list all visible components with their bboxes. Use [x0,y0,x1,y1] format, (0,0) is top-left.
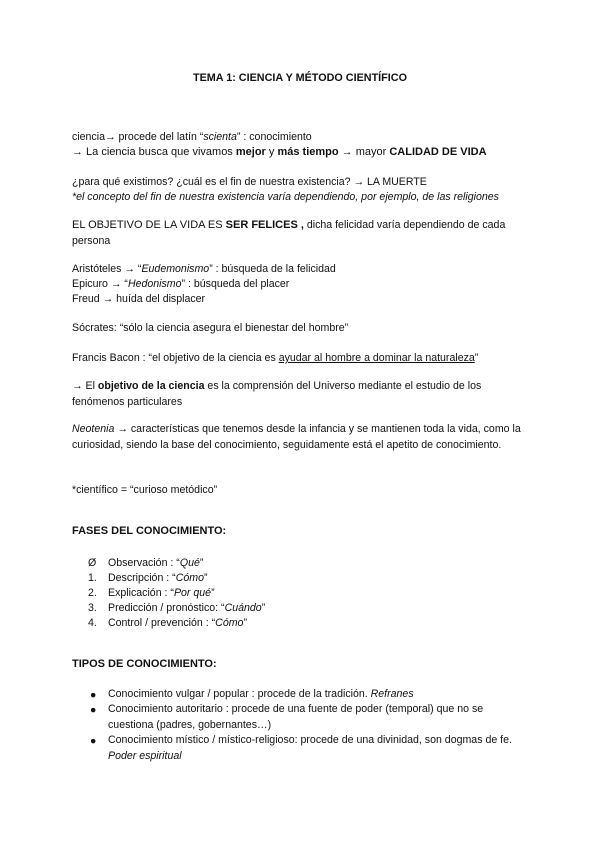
neotenia-paragraph [72,422,532,453]
bullet-marker: ● [90,689,97,701]
phases-heading: FASES DEL CONOCIMIENTO: [72,525,227,537]
science-objective-a: → El [72,380,98,392]
science-objective-c: es la comprensión del Universo mediante el estudio de los fenómenos particulares [72,380,482,408]
philosopher-pre: Freud → huída del displacer [72,293,206,305]
type-item [108,733,528,764]
bacon-quote [72,352,478,365]
phase-post: ” [261,602,266,614]
goal-text-f: CALIDAD DE VIDA [389,146,487,158]
socrates-quote: Sócrates: “sólo la ciencia asegura el bienestar del hombre” [72,322,349,334]
philosopher-pre: Epicuro → “ [72,278,128,290]
existence-note-text: *el concepto del fin de nuestra existencia varía dependiendo, por ejemplo, de las religiones [72,191,499,203]
phase-term: Cómo [175,572,204,584]
phase-post: ” [211,587,215,599]
philosopher-term: Eudemonismo [141,263,210,275]
etymology-line [72,131,312,144]
phase-item [108,557,203,570]
existence-note [72,191,499,204]
phase-pre: Descripción : “ [108,572,176,584]
phase-item [108,602,265,615]
philosopher-post: ” : búsqueda de la felicidad [209,263,336,275]
types-heading: TIPOS DE CONOCIMIENTO: [72,658,217,670]
life-objective-c: dicha felicidad varía dependiendo de cada persona [72,219,506,247]
phase-post: ” [203,572,208,584]
science-objective-b: objetivo de la ciencia [97,380,205,392]
existence-question: ¿para qué existimos? ¿cuál es el fin de nuestra existencia? → LA MUERTE [72,176,427,188]
philosopher-term: Hedonismo [127,278,182,290]
phase-pre: Predicción / pronóstico: “ [108,602,225,614]
type-term: Poder espiritual [108,749,182,762]
goal-text-b: mejor [235,146,266,158]
phase-term: Cómo [215,617,244,629]
type-item [108,702,528,733]
type-term: Refranes [370,688,414,700]
phase-term: Qué [179,557,200,569]
phase-post: ” [199,557,204,569]
phase-pre: Control / prevención : “ [108,617,216,629]
goal-text-d: más tiempo [277,146,339,158]
philosopher-freud [72,293,205,306]
phase-marker: 4. [88,617,97,629]
etymology-suffix: ” : conocimiento [236,131,312,143]
goal-text-e: → mayor [338,146,390,158]
document-title: TEMA 1: CIENCIA Y MÉTODO CIENTÍFICO [193,72,407,84]
phase-item [108,617,247,630]
phase-post: ” [243,617,247,629]
phase-term: Cuándo [224,602,262,614]
neotenia-term: Neotenia [72,423,115,435]
phase-marker: 1. [88,572,97,584]
type-text: Conocimiento místico / místico-religioso: procede de una divinidad, son dogmas de fe. [108,734,512,746]
etymology-prefix: ciencia→ procede del latín “ [72,131,204,143]
scientific-definition: *científico = “curioso metódico” [72,484,218,496]
type-text: Conocimiento vulgar / popular : procede de la tradición. [108,688,371,700]
type-text: Conocimiento autoritario : procede de una fuente de poder (temporal) que no se cuestiona (padres, gobernantes…) [108,703,484,731]
neotenia-text: → características que tenemos desde la infancia y se mantienen toda la vida, como la curiosidad, siendo la base del conocimiento, seguidamente está el apetito de conocimiento. [72,423,521,451]
goal-line [72,146,487,159]
phase-item [108,572,208,585]
life-objective-b: SER FELICES , [225,219,304,231]
philosopher-pre: Aristóteles → “ [72,263,142,275]
type-item [108,687,528,703]
bacon-text-c: ” [474,352,479,364]
bullet-marker: ● [90,735,97,747]
phase-pre: Explicación : “ [108,587,174,599]
philosopher-epicurus [72,278,289,291]
phase-marker: 2. [88,587,97,599]
phase-pre: Observación : “ [108,557,180,569]
goal-text-c: y [265,146,278,158]
bacon-underlined: ayudar al hombre a dominar la naturaleza [278,352,475,364]
phase-item [108,587,215,600]
etymology-term: scienta [203,131,237,143]
life-objective [72,218,532,249]
philosopher-post: ” : búsqueda del placer [181,278,290,290]
phase-marker: Ø [88,557,97,569]
bullet-marker: ● [90,704,97,716]
philosopher-aristotle [72,263,336,276]
science-objective [72,379,532,410]
phase-marker: 3. [88,602,97,614]
phase-term: Por qué [173,587,212,599]
goal-text-a: → La ciencia busca que vivamos [72,146,236,158]
life-objective-a: EL OBJETIVO DE LA VIDA ES [72,219,226,231]
bacon-text-a: Francis Bacon : “el objetivo de la ciencia es [72,352,279,364]
